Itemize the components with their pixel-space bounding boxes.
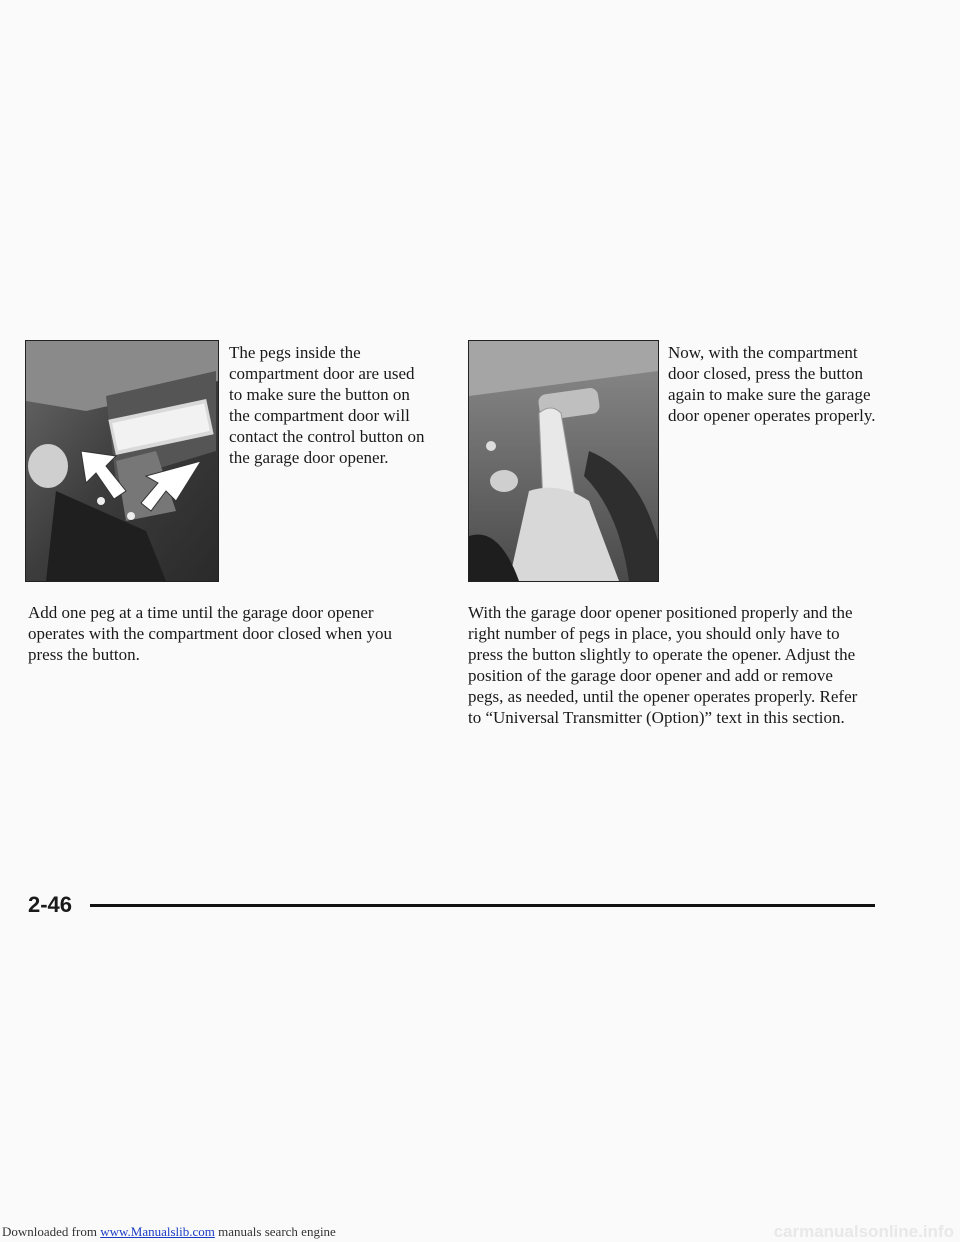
manualslib-link[interactable]: www.Manualslib.com [100, 1224, 215, 1239]
footer-source [2, 1224, 336, 1240]
button-press-photo [468, 340, 659, 582]
footer-prefix: Downloaded from [2, 1224, 101, 1239]
page-number: 2-46 [28, 892, 73, 917]
compartment-pegs-photo [25, 340, 219, 582]
page-rule [90, 904, 875, 907]
footer-suffix: manuals search engine [214, 1224, 336, 1239]
left-paragraph: Add one peg at a time until the garage door opener operates with the compartment door closed when you press the button. [28, 603, 392, 664]
left-caption: The pegs inside the compartment door are used to make sure the button on the compartment door will contact the control button on the garage door opener. [229, 343, 425, 467]
right-paragraph: With the garage door opener positioned properly and the right number of pegs in place, you should only have to press the button slightly to operate the opener. Adjust the position of the garage door opener and add or remove pegs, as needed, until the opener operates properly. Refer to “Universal Transmitter (Option)” text in this section. [468, 603, 858, 727]
right-caption: Now, with the compartment door closed, press the button again to make sure the garage door opener operates properly. [668, 343, 876, 425]
download-footer [0, 1222, 960, 1242]
footer-watermark: carmanualsonline.info [773, 1222, 954, 1241]
